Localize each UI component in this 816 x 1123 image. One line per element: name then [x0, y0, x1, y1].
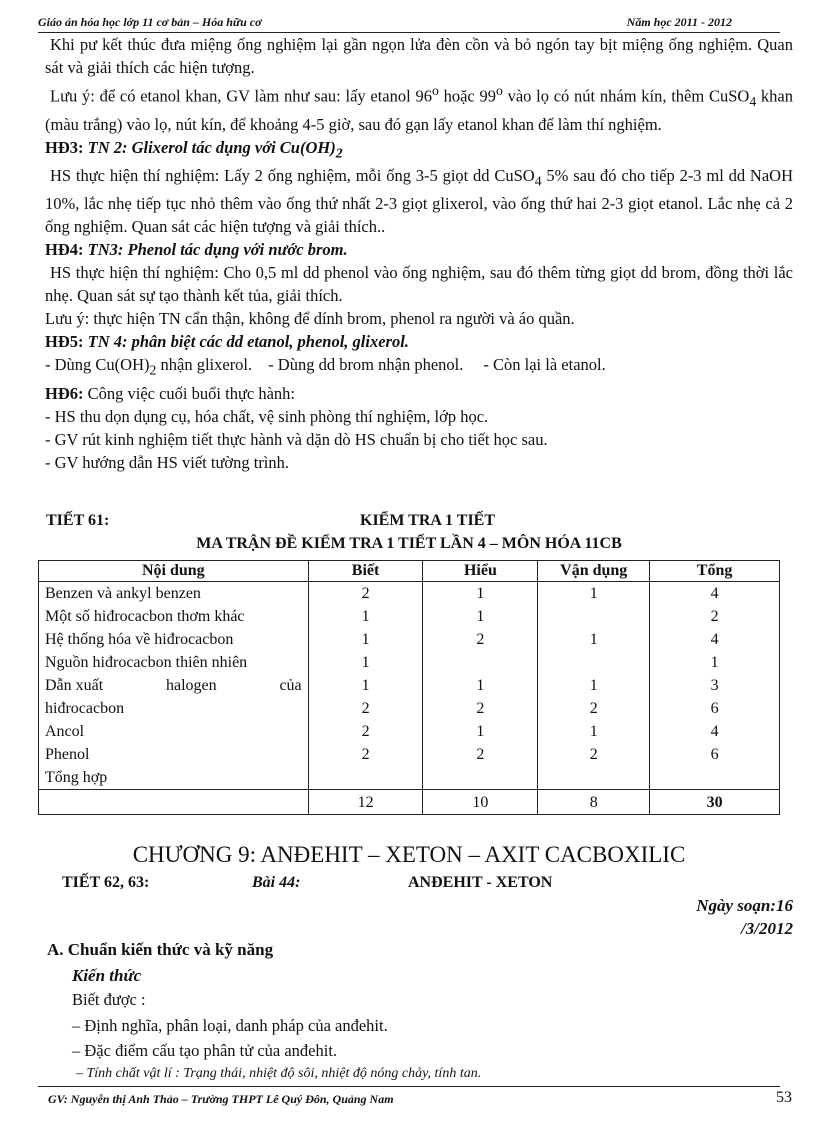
paragraph-identify: - Dùng $Cu(OH)_2$ nhận glixerol. - Dùng dd brom nhận phenol. - Còn lại là etanol. — [45, 355, 606, 378]
paragraph-phenol: HS thực hiện thí nghiệm: Cho 0,5 ml dd phenol vào ống nghiệm, sau đó thêm từng giọt dd brom, đồng thời lắc nhẹ. Quan sát sự tạo thành kết tủa, giải thích. — [45, 263, 793, 306]
word-cua: của — [279, 677, 302, 694]
list-item: – Định nghĩa, phân loại, danh pháp của anđehit. — [72, 1016, 388, 1035]
know-intro: Biết được : — [72, 990, 146, 1009]
paragraph-reaction-end: Khi pư kết thúc đưa miệng ống nghiệm lại gần ngọn lửa đèn cồn và bỏ ngón tay bịt miệng ống nghiệm. Quan sát và giải thích các hiện tượng. — [45, 35, 793, 77]
table-row: Tổng hợp — [39, 766, 780, 790]
paragraph-safety-note: Lưu ý: thực hiện TN cẩn thận, không để dính brom, phenol ra người và áo quần. — [45, 309, 575, 329]
list-item: - GV rút kinh nghiệm tiết thực hành và dặn dò HS chuẩn bị cho tiết học sau. — [45, 429, 548, 449]
header-right: Năm học 2011 - 2012 — [626, 15, 732, 29]
col-header-understand: Hiểu — [423, 561, 538, 582]
table-total-row — [39, 790, 780, 815]
table-header-row — [39, 561, 780, 582]
col-header-apply: Vận dụng — [538, 561, 650, 582]
grand-total: 30 — [650, 790, 780, 815]
lab-activities — [45, 33, 793, 474]
footer-divider — [38, 1086, 780, 1087]
header-left: Giáo án hóa học lớp 11 cơ bản – Hóa hữu cơ — [38, 15, 262, 29]
lesson-61-label: TIẾT 61: — [46, 512, 110, 529]
chapter-title: CHƯƠNG 9: ANĐEHIT – XETON – AXIT CACBOXILIC — [132, 842, 686, 867]
paragraph-note-etanol: Lưu ý: để có etanol khan, GV làm như sau: lấy etanol 96$^o$ hoặc 99$^o$ vào lọ có nút nhám kín, thêm CuSO$_4$ khan (màu trắng) vào lọ, nút kín, để khoảng 4-5 giờ, sau đó gạn lấy etanol khan để làm thí nghiệm. — [45, 83, 794, 134]
total-apply: 8 — [538, 790, 650, 815]
table-row: Hệ thống hóa về hiđrocacbon 1 2 1 4 — [39, 628, 780, 651]
table-row: hiđrocacbon 2 2 2 6 — [39, 697, 780, 720]
lesson-title: ANĐEHIT - XETON — [408, 874, 553, 891]
prepared-date: Ngày soạn:16 /3/2012 — [696, 896, 793, 938]
page-number: 53 — [776, 1089, 792, 1106]
heading-hd5: HĐ5: TN 4: phân biệt các dd etanol, phenol, glixerol. — [45, 332, 409, 352]
word-halogen: halogen — [166, 677, 217, 694]
lesson-61-title: KIỂM TRA 1 TIẾT — [360, 512, 496, 529]
table-row: Phenol 2 2 2 6 — [39, 743, 780, 766]
justified-cell — [45, 674, 308, 697]
heading-hd4: HĐ4: TN3: Phenol tác dụng với nước brom. — [45, 240, 348, 260]
matrix-title: MA TRẬN ĐỀ KIỂM TRA 1 TIẾT LẦN 4 – MÔN HÓA 11CB — [196, 535, 622, 552]
heading-hd3: HĐ3: TN 2: Glixerol tác dụng với $Cu(OH)_2$ — [45, 137, 343, 161]
footer-author: GV: Nguyễn thị Anh Thảo – Trường THPT Lê Quý Đôn, Quảng Nam — [48, 1092, 394, 1106]
test-matrix-table — [38, 560, 780, 815]
total-know: 12 — [308, 790, 423, 815]
knowledge-subtitle: Kiến thức — [72, 966, 142, 985]
list-item: - HS thu dọn dụng cụ, hóa chất, vệ sinh phòng thí nghiệm, lớp học. — [45, 406, 489, 426]
lesson-number: Bài 44: — [252, 874, 301, 891]
table-row: Benzen và ankyl benzen 2 1 1 4 — [39, 582, 780, 606]
word-dan-xuat: Dẫn xuất — [45, 677, 104, 694]
col-header-content: Nội dung — [39, 561, 309, 582]
paragraph-glixerol: HS thực hiện thí nghiệm: Lấy 2 ống nghiệm, mỗi ống 3-5 giọt dd CuSO$_4$ 5% sau đó cho tiếp 2-3 ml dd NaOH 10%, lắc nhẹ tiếp tục nhỏ thêm vào ống thứ nhất 2-3 giọt glixerol, vào ống thứ hai 2-3 giọt etanol. Lắc nhẹ cả 2 ống nghiệm. Quan sát các hiện tượng và giải thích.. — [45, 166, 793, 237]
list-item: – Tính chất vật lí : Trạng thái, nhiệt độ sôi, nhiệt độ nóng chảy, tính tan. — [76, 1066, 482, 1081]
table-row: Ancol 2 1 1 4 — [39, 720, 780, 743]
table-row: Một số hiđrocacbon thơm khác 1 1 2 — [39, 605, 780, 628]
heading-hd6: HĐ6: Công việc cuối buổi thực hành: — [45, 383, 295, 403]
list-item: - GV hướng dẫn HS viết tường trình. — [45, 452, 290, 472]
table-row: Nguồn hiđrocacbon thiên nhiên 1 1 — [39, 651, 780, 674]
col-header-total: Tổng — [650, 561, 780, 582]
col-header-know: Biết — [308, 561, 423, 582]
page-header — [38, 13, 780, 31]
total-understand: 10 — [423, 790, 538, 815]
section-a-title: A. Chuẩn kiến thức và kỹ năng — [47, 940, 274, 959]
list-item: – Đặc điểm cấu tạo phân tử của anđehit. — [72, 1041, 338, 1060]
table-row: Dẫn xuất halogen của 1 1 1 3 — [39, 674, 780, 697]
lesson-62-label: TIẾT 62, 63: — [62, 874, 150, 891]
